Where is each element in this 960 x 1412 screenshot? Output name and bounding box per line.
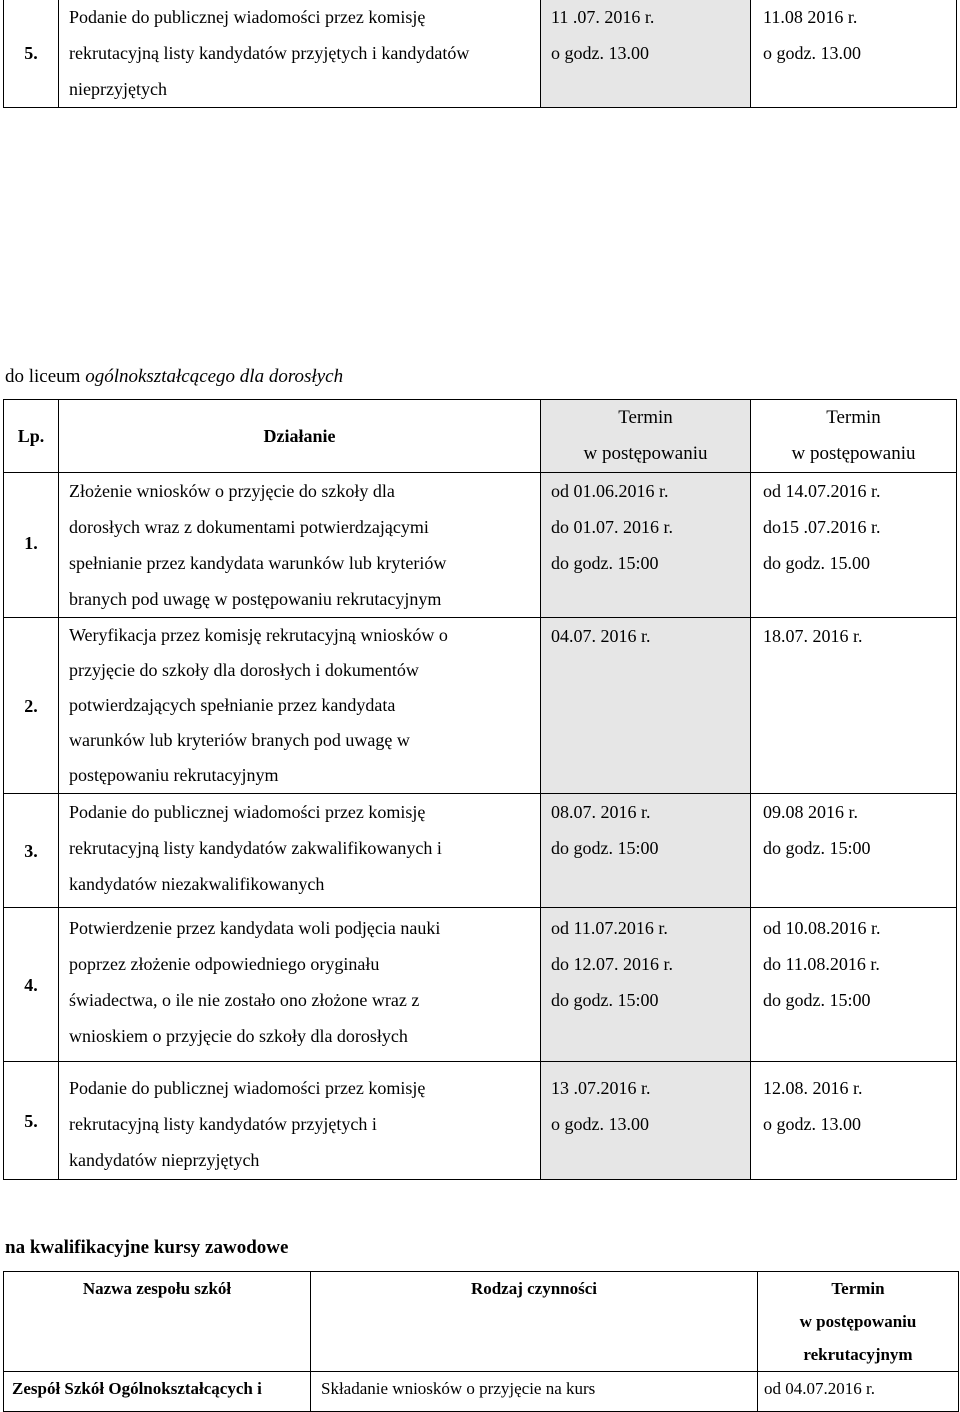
text-line: 04.07. 2016 r. [551, 626, 651, 646]
top-table [3, 0, 957, 108]
text-line: do godz. 15.00 [763, 553, 870, 573]
term1-cell [541, 1062, 751, 1180]
text-line: 11.08 2016 r. [763, 7, 858, 27]
text-line: do 01.07. 2016 r. [551, 517, 674, 537]
text-line: wnioskiem o przyjęcie do szkoły dla dorosłych [69, 1026, 408, 1046]
text-line: rekrutacyjną listy kandydatów przyjętych i [69, 1114, 377, 1134]
row-number: 5. [4, 1062, 59, 1180]
text-line: Weryfikacja przez komisję rekrutacyjną wniosków o [69, 625, 448, 645]
text-line: nieprzyjętych [69, 79, 167, 99]
header-row [4, 400, 957, 473]
text-line: 13 .07.2016 r. [551, 1078, 651, 1098]
table-row [4, 1062, 957, 1180]
row-number: 5. [4, 0, 59, 108]
text-line: Termin [618, 407, 673, 428]
row-number: 1. [4, 473, 59, 618]
text-line: poprzez złożenie odpowiedniego oryginału [69, 954, 380, 974]
row-number: 3. [4, 794, 59, 908]
activity-cell: Składanie wniosków o przyjęcie na kurs [311, 1372, 758, 1412]
term1-cell [541, 908, 751, 1062]
text-line: Termin [831, 1279, 885, 1298]
header-term [758, 1272, 959, 1372]
table-row [4, 1372, 959, 1412]
table-row [4, 0, 957, 108]
table-row [4, 618, 957, 794]
school-cell: Zespół Szkół Ogólnokształcących i [4, 1372, 311, 1412]
text-line: kandydatów nieprzyjętych [69, 1150, 260, 1170]
section-heading [5, 366, 343, 388]
text-line: od 01.06.2016 r. [551, 481, 669, 501]
action-cell [59, 1062, 541, 1180]
term2-cell [751, 794, 957, 908]
term1-cell [541, 618, 751, 794]
header-row [4, 1272, 959, 1372]
text-line: w postępowaniu [799, 1312, 917, 1331]
text-line: od 14.07.2016 r. [763, 481, 881, 501]
text-line: rekrutacyjną listy kandydatów przyjętych i kandydatów [69, 43, 470, 63]
term2-cell [751, 0, 957, 108]
action-cell [59, 908, 541, 1062]
text-line: Podanie do publicznej wiadomości przez komisję [69, 1078, 426, 1098]
text-line: o godz. 13.00 [551, 1114, 649, 1134]
header-school: Nazwa zespołu szkół [4, 1272, 311, 1372]
text-line: 11 .07. 2016 r. [551, 7, 655, 27]
term2-cell [751, 908, 957, 1062]
text-line: Podanie do publicznej wiadomości przez komisję [69, 802, 426, 822]
text-line: do godz. 15:00 [551, 553, 659, 573]
term2-cell [751, 618, 957, 794]
text-line: w postępowaniu [583, 443, 708, 464]
heading-plain: do liceum [5, 366, 86, 387]
text-line: branych pod uwagę w postępowaniu rekrutacyjnym [69, 589, 442, 609]
term2-cell [751, 1062, 957, 1180]
table-row [4, 794, 957, 908]
text-line: 18.07. 2016 r. [763, 626, 863, 646]
section-heading: na kwalifikacyjne kursy zawodowe [5, 1237, 289, 1258]
table-row [4, 908, 957, 1062]
text-line: Potwierdzenie przez kandydata woli podjęcia nauki [69, 918, 441, 938]
text-line: o godz. 13.00 [763, 43, 861, 63]
text-line: rekrutacyjną listy kandydatów zakwalifikowanych i [69, 838, 442, 858]
text-line: 09.08 2016 r. [763, 802, 859, 822]
text-line: do godz. 15:00 [551, 990, 659, 1010]
text-line: kandydatów niezakwalifikowanych [69, 874, 325, 894]
header-action: Działanie [59, 400, 541, 473]
term1-cell [541, 0, 751, 108]
header-activity: Rodzaj czynności [311, 1272, 758, 1372]
header-term1 [541, 400, 751, 473]
text-line: potwierdzających spełnianie przez kandydata [69, 695, 396, 715]
term2-cell [751, 473, 957, 618]
term1-cell [541, 794, 751, 908]
text-line: Złożenie wniosków o przyjęcie do szkoły dla [69, 481, 395, 501]
text-line: 08.07. 2016 r. [551, 802, 651, 822]
text-line: o godz. 13.00 [551, 43, 649, 63]
schedule-table [3, 399, 957, 1180]
text-line: rekrutacyjnym [803, 1345, 913, 1364]
text-line: do 11.08.2016 r. [763, 954, 880, 974]
text-line: do 12.07. 2016 r. [551, 954, 674, 974]
text-line: do15 .07.2016 r. [763, 517, 881, 537]
heading-italic: ogólnokształcącego dla dorosłych [85, 366, 344, 387]
text-line: o godz. 13.00 [763, 1114, 861, 1134]
text-line: od 10.08.2016 r. [763, 918, 881, 938]
text-line: Termin [826, 407, 881, 428]
action-cell [59, 618, 541, 794]
text-line: 12.08. 2016 r. [763, 1078, 863, 1098]
text-line: do godz. 15:00 [763, 838, 871, 858]
text-line: do godz. 15:00 [551, 838, 659, 858]
row-number: 4. [4, 908, 59, 1062]
text-line: przyjęcie do szkoły dla dorosłych i dokumentów [69, 660, 419, 680]
text-line: dorosłych wraz z dokumentami potwierdzającymi [69, 517, 429, 537]
text-line: w postępowaniu [791, 443, 916, 464]
term1-cell [541, 473, 751, 618]
courses-table [3, 1271, 959, 1412]
text-line: od 11.07.2016 r. [551, 918, 668, 938]
text-line: spełnianie przez kandydata warunków lub kryteriów [69, 553, 447, 573]
header-term2 [751, 400, 957, 473]
action-cell [59, 0, 541, 108]
text-line: Podanie do publicznej wiadomości przez komisję [69, 7, 426, 27]
term-cell: od 04.07.2016 r. [758, 1372, 959, 1412]
text-line: do godz. 15:00 [763, 990, 871, 1010]
row-number: 2. [4, 618, 59, 794]
header-lp: Lp. [4, 400, 59, 473]
action-cell [59, 473, 541, 618]
text-line: warunków lub kryteriów branych pod uwagę w [69, 730, 410, 750]
text-line: świadectwa, o ile nie zostało ono złożone wraz z [69, 990, 420, 1010]
action-cell [59, 794, 541, 908]
table-row [4, 473, 957, 618]
text-line: postępowaniu rekrutacyjnym [69, 765, 279, 785]
